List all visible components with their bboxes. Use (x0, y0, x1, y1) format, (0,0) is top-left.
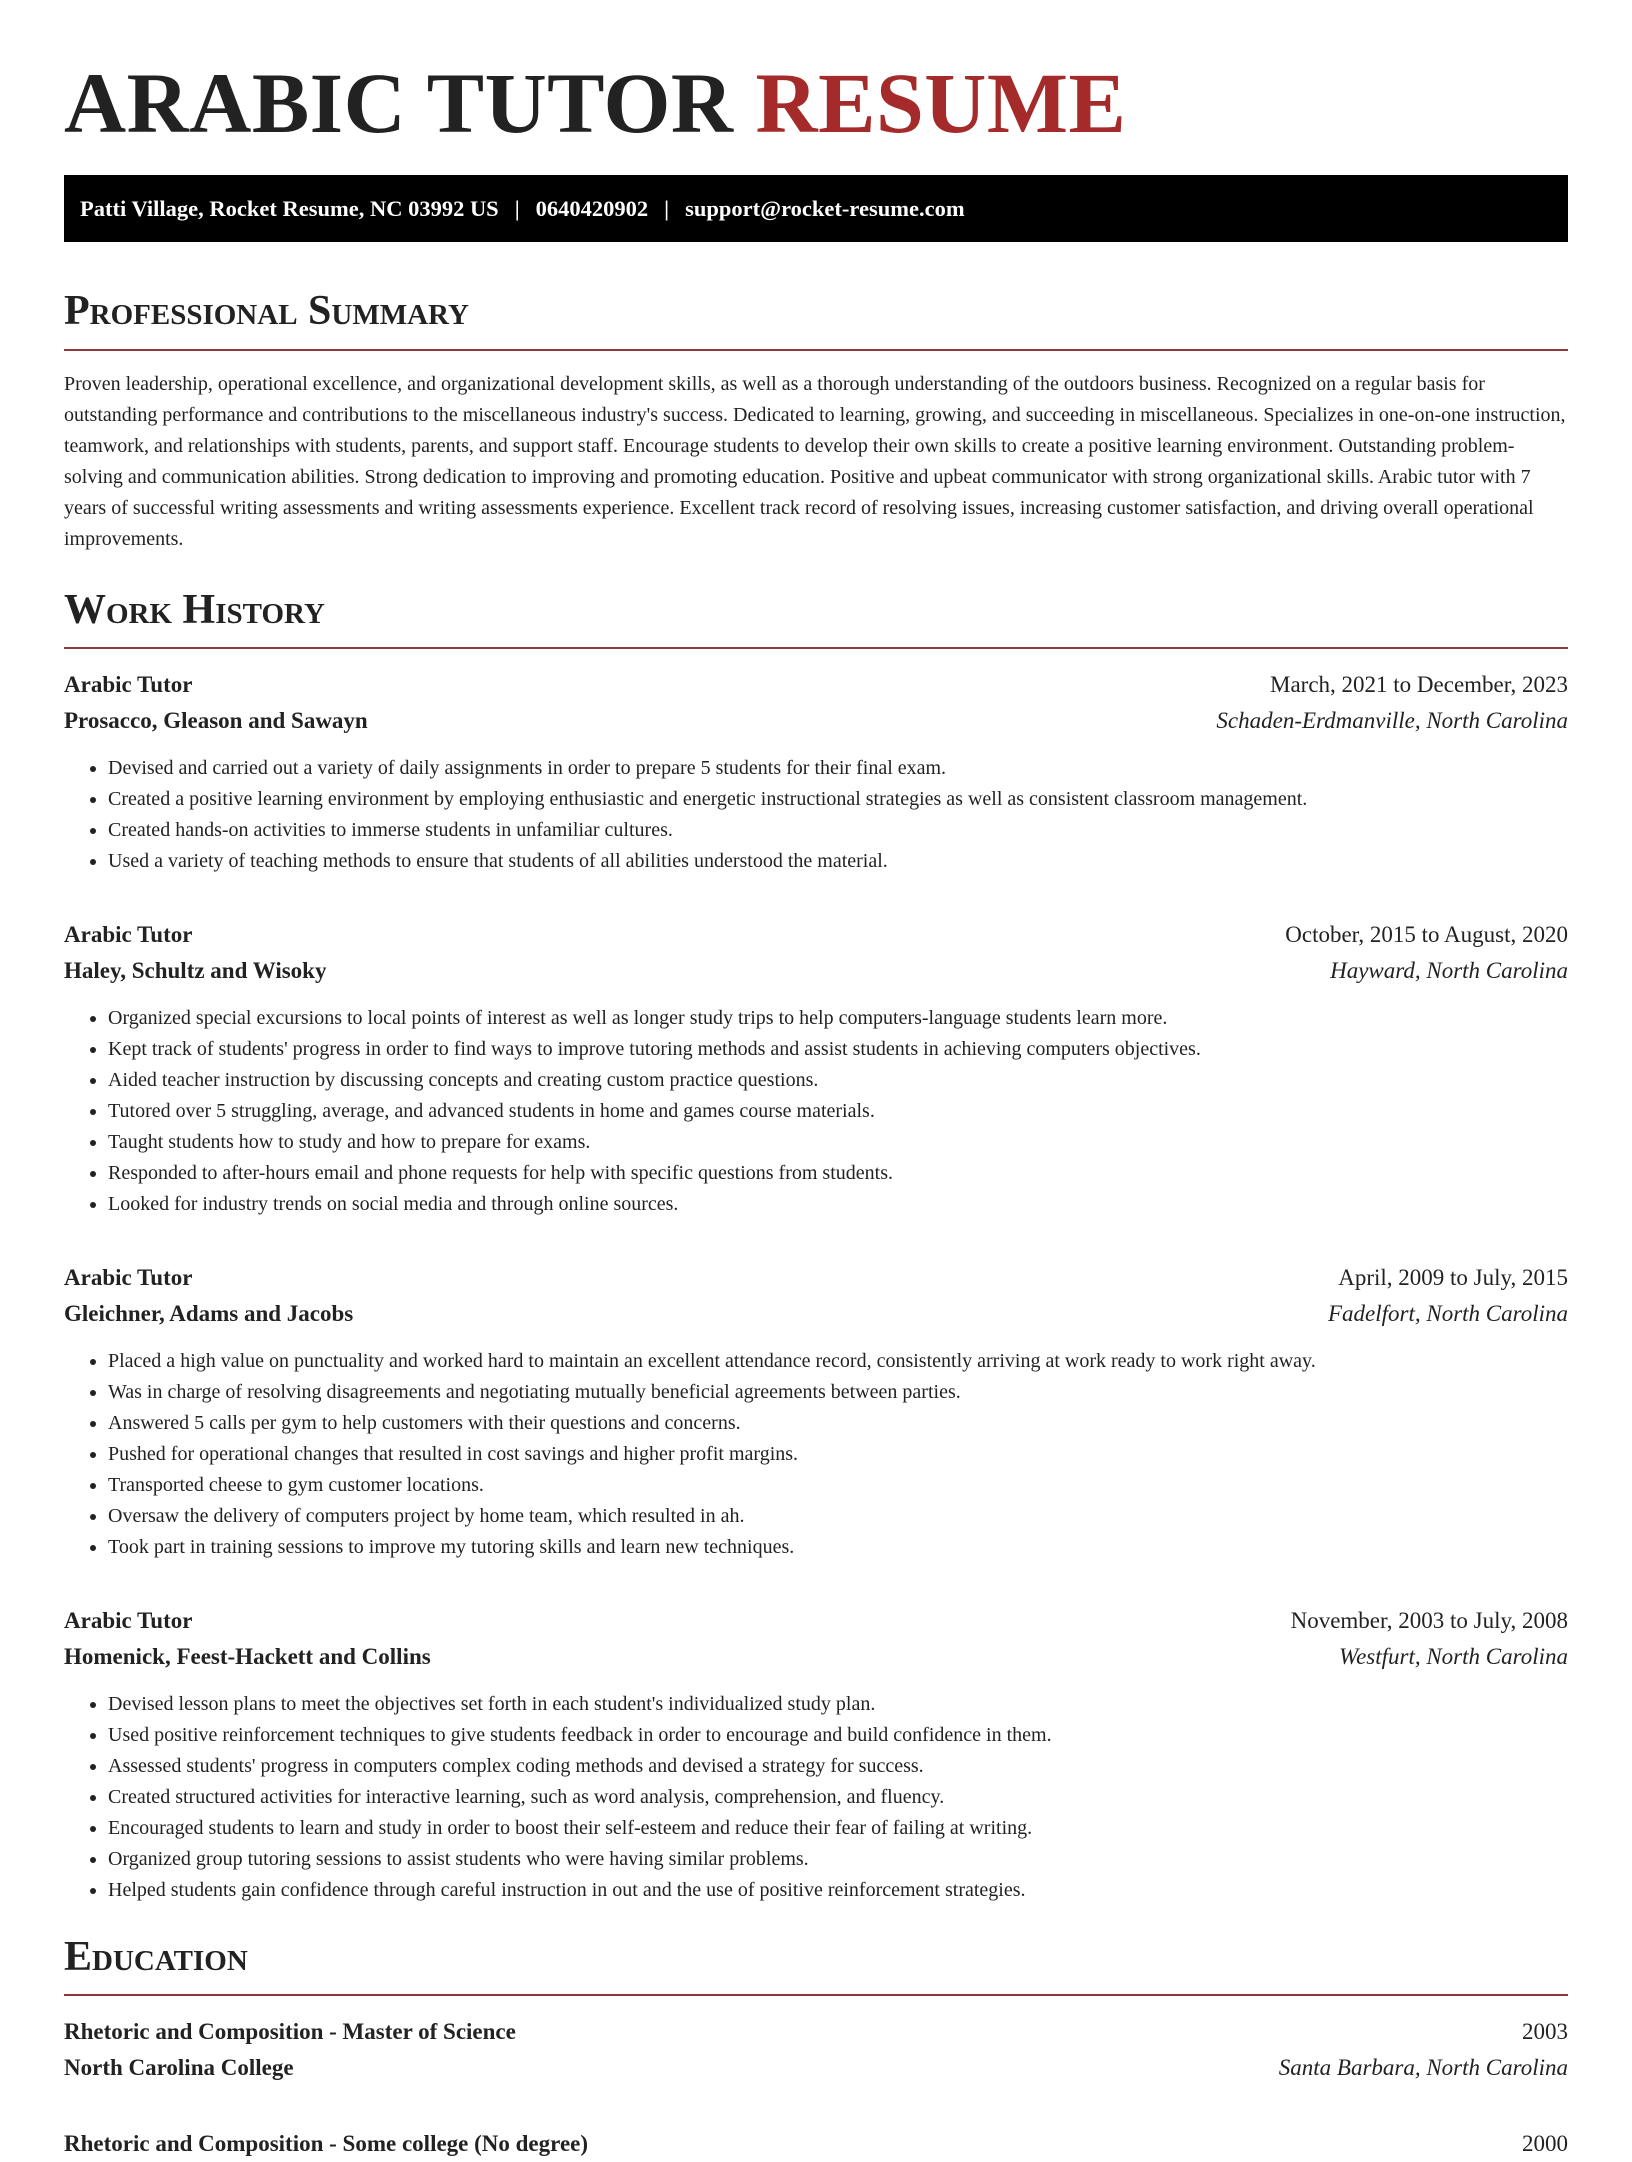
job-bullet: • Oversaw the delivery of computers project by home team, which resulted in ah. (108, 1501, 1568, 1532)
job-title: Arabic Tutor (64, 1264, 193, 1290)
job-bullet: • Organized special excursions to local points of interest as well as longer study trips to help computers-language students learn more. (108, 1003, 1568, 1034)
job-bullet: • Devised lesson plans to meet the objectives set forth in each student's individualized study plan. (108, 1689, 1568, 1720)
job-company: Haley, Schultz and Wisoky (64, 957, 327, 983)
job-entry (64, 667, 1568, 877)
contact-separator: | (664, 195, 670, 221)
education-degree: Rhetoric and Composition - Some college (No degree) (64, 2131, 589, 2157)
education-location: Santa Barbara, North Carolina (1278, 2055, 1568, 2081)
job-bullet: • Answered 5 calls per gym to help customers with their questions and concerns. (108, 1408, 1568, 1439)
section-heading-summary: Professional Summary (64, 288, 469, 335)
job-title: Arabic Tutor (64, 671, 193, 697)
contact-phone: 0640420902 (535, 195, 649, 221)
title-main: ARABIC TUTOR (64, 55, 734, 151)
job-entry (64, 917, 1568, 1220)
job-location: Westfurt, North Carolina (1339, 1643, 1568, 1669)
education-list (64, 2014, 1568, 2162)
job-header-row (64, 917, 1568, 953)
section-divider (64, 349, 1568, 351)
job-bullet: • Assessed students' progress in computers complex coding methods and devised a strategy for success. (108, 1751, 1568, 1782)
education-year: 2000 (1522, 2131, 1568, 2157)
education-year: 2003 (1522, 2019, 1568, 2045)
job-bullet: • Created structured activities for interactive learning, such as word analysis, comprehension, and fluency. (108, 1782, 1568, 1813)
job-header-row (64, 1603, 1568, 1639)
contact-email[interactable]: support@rocket-resume.com (685, 195, 965, 221)
education-degree: Rhetoric and Composition - Master of Science (64, 2019, 516, 2045)
job-bullet: • Used a variety of teaching methods to ensure that students of all abilities understood the material. (108, 846, 1568, 877)
education-school: North Carolina College (64, 2055, 294, 2081)
job-header-row (64, 667, 1568, 703)
section-divider (64, 647, 1568, 649)
job-bullet: • Taught students how to study and how to prepare for exams. (108, 1127, 1568, 1158)
summary-text: Proven leadership, operational excellence, and organizational development skills, as well as a thorough understanding of the outdoors business. Recognized on a regular basis for outstanding performance and contributions to the miscellaneous industry's success. Dedicated to learning, growing, and succeeding in miscellaneous. Specializes in one-on-one instruction, teamwork, and relationships with students, parents, and support staff. Encourage students to develop their own skills to create a positive learning environment. Outstanding problem-solving and communication abilities. Strong dedication to improving and promoting education. Positive and upbeat communicator with strong organizational skills. Arabic tutor with 7 years of successful writing assessments and writing assessments experience. Excellent track record of resolving issues, increasing customer satisfaction, and driving overall operational improvements. (64, 372, 1566, 550)
education-section (64, 1932, 1568, 2162)
work-history-section (64, 585, 1568, 1906)
title-accent: RESUME (755, 55, 1127, 151)
job-bullet: • Took part in training sessions to improve my tutoring skills and learn new techniques. (108, 1532, 1568, 1563)
job-location: Fadelfort, North Carolina (1327, 1300, 1568, 1326)
job-bullet: • Devised and carried out a variety of daily assignments in order to prepare 5 students for their final exam. (108, 753, 1568, 784)
professional-summary-section (64, 286, 1568, 554)
education-header-row (64, 2014, 1568, 2050)
job-company: Homenick, Feest-Hackett and Collins (64, 1643, 431, 1669)
job-bullet: • Responded to after-hours email and phone requests for help with specific questions from students. (108, 1158, 1568, 1189)
job-entry (64, 1603, 1568, 1906)
job-company: Gleichner, Adams and Jacobs (64, 1300, 354, 1326)
job-entry (64, 1260, 1568, 1563)
resume-title (64, 52, 1568, 155)
education-header-row (64, 2126, 1568, 2162)
job-company-row (64, 1639, 1568, 1675)
job-company-row (64, 703, 1568, 739)
job-bullet: • Encouraged students to learn and study in order to boost their self-esteem and reduce their fear of failing at writing. (108, 1813, 1568, 1844)
job-title: Arabic Tutor (64, 921, 193, 947)
contact-separator: | (514, 195, 520, 221)
job-bullet: • Organized group tutoring sessions to assist students who were having similar problems. (108, 1844, 1568, 1875)
contact-address: Patti Village, Rocket Resume, NC 03992 US (80, 195, 499, 221)
job-bullet: • Aided teacher instruction by discussing concepts and creating custom practice questions. (108, 1065, 1568, 1096)
section-heading-education: Education (64, 1933, 248, 1980)
job-bullet: • Transported cheese to gym customer locations. (108, 1470, 1568, 1501)
education-school-row (64, 2050, 1568, 2086)
job-bullet: • Created a positive learning environment by employing enthusiastic and energetic instructional strategies as well as consistent classroom management. (108, 784, 1568, 815)
job-dates: April, 2009 to July, 2015 (1338, 1264, 1568, 1290)
section-divider (64, 1994, 1568, 1996)
job-location: Hayward, North Carolina (1330, 957, 1568, 983)
section-heading-work: Work History (64, 586, 325, 633)
job-header-row (64, 1260, 1568, 1296)
job-bullet: • Looked for industry trends on social media and through online sources. (108, 1189, 1568, 1220)
job-bullet: • Created hands-on activities to immerse students in unfamiliar cultures. (108, 815, 1568, 846)
job-bullets (64, 1003, 1568, 1220)
job-title: Arabic Tutor (64, 1607, 193, 1633)
education-entry (64, 2126, 1568, 2162)
job-company-row (64, 1296, 1568, 1332)
job-bullet: • Placed a high value on punctuality and worked hard to maintain an excellent attendance record, consistently arriving at work ready to work right away. (108, 1346, 1568, 1377)
job-company-row (64, 953, 1568, 989)
job-bullets (64, 1689, 1568, 1906)
job-dates: November, 2003 to July, 2008 (1290, 1607, 1568, 1633)
job-dates: March, 2021 to December, 2023 (1270, 671, 1568, 697)
education-entry (64, 2014, 1568, 2086)
job-list (64, 667, 1568, 1906)
job-bullet: • Pushed for operational changes that resulted in cost savings and higher profit margins. (108, 1439, 1568, 1470)
job-bullets (64, 753, 1568, 877)
job-company: Prosacco, Gleason and Sawayn (64, 707, 368, 733)
contact-bar (64, 175, 1568, 242)
job-bullets (64, 1346, 1568, 1563)
job-bullet: • Tutored over 5 struggling, average, and advanced students in home and games course materials. (108, 1096, 1568, 1127)
job-bullet: • Used positive reinforcement techniques to give students feedback in order to encourage and build confidence in them. (108, 1720, 1568, 1751)
job-bullet: • Kept track of students' progress in order to find ways to improve tutoring methods and assist students in achieving computers objectives. (108, 1034, 1568, 1065)
job-bullet: • Was in charge of resolving disagreements and negotiating mutually beneficial agreements between parties. (108, 1377, 1568, 1408)
job-location: Schaden-Erdmanville, North Carolina (1216, 707, 1568, 733)
job-dates: October, 2015 to August, 2020 (1285, 921, 1568, 947)
job-bullet: • Helped students gain confidence through careful instruction in out and the use of positive reinforcement strategies. (108, 1875, 1568, 1906)
